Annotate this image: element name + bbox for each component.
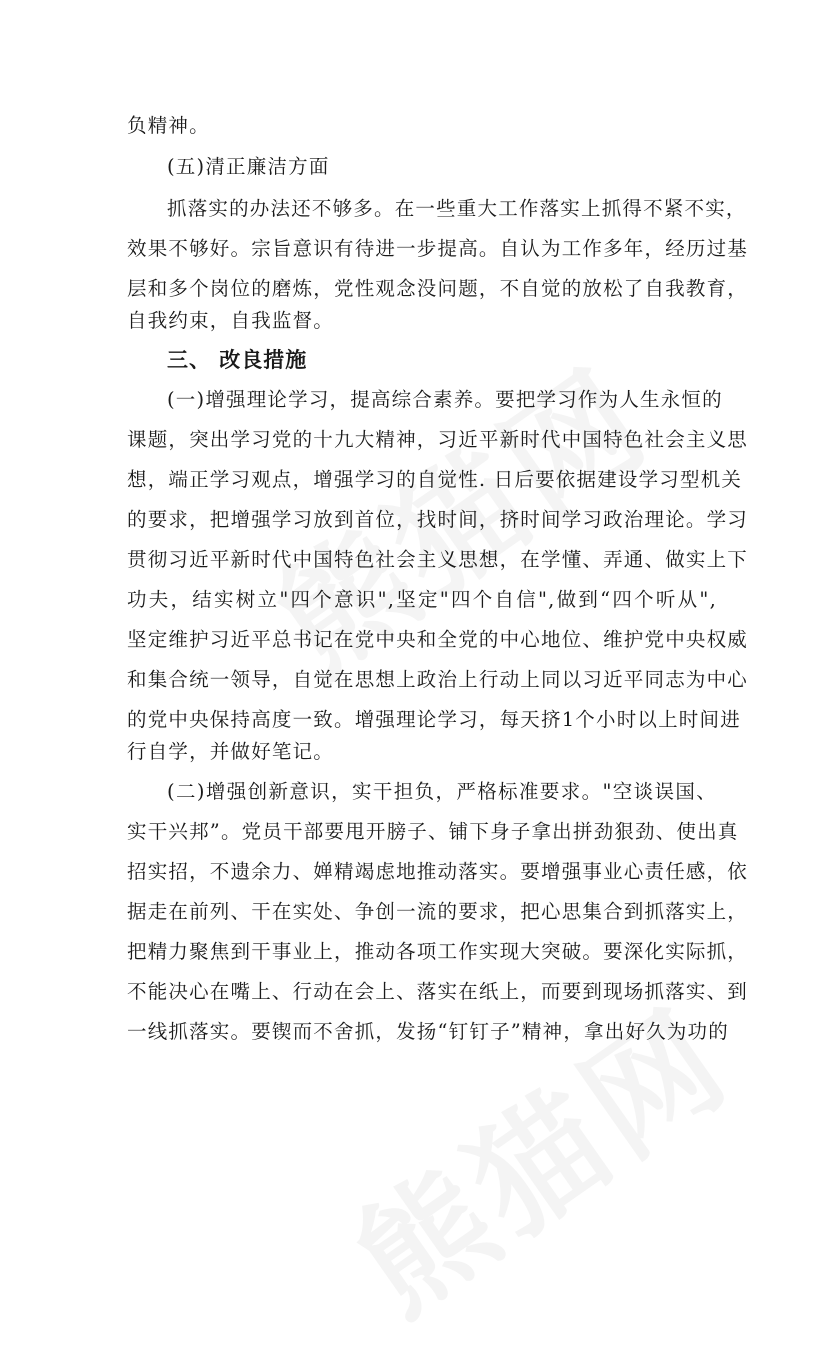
text-line: 行自学，并做好笔记。 xyxy=(127,740,335,763)
text-line: 据走在前列、干在实处、争创一流的要求，把心思集合到抓落实上， xyxy=(127,900,749,923)
text-line: 抓落实的办法还不够多。在一些重大工作落实上抓得不紧不实， xyxy=(167,197,747,220)
text-line: 课题，突出学习党的十九大精神，习近平新时代中国特色社会主义思 xyxy=(127,428,749,451)
text-line: 自我约束，自我监督。 xyxy=(127,309,335,332)
text-line: 的要求，把增强学习放到首位，找时间，挤时间学习政治理论。学习 xyxy=(127,508,749,531)
text-line: 的党中央保持高度一致。增强理论学习，每天挤1个小时以上时间进 xyxy=(127,708,741,731)
text-line: (一)增强理论学习，提高综合素养。要把学习作为人生永恒的 xyxy=(167,388,723,411)
section-subheading: (五)清正廉洁方面 xyxy=(167,155,330,178)
text-line: 贯彻习近平新时代中国特色社会主义思想，在学懂、弄通、做实上下 xyxy=(127,548,749,571)
text-line: 层和多个岗位的磨炼，党性观念没问题，不自觉的放松了自我教育， xyxy=(127,277,749,300)
text-line: 效果不够好。宗旨意识有待进一步提高。自认为工作多年，经历过基 xyxy=(127,237,749,260)
text-line: 功夫，结实树立"四个意识",坚定"四个自信",做到“四个听从", xyxy=(127,588,717,611)
text-line: 想，端正学习观点，增强学习的自觉性. 日后要依据建设学习型机关 xyxy=(127,468,743,491)
text-line: 实干兴邦”。党员干部要甩开膀子、铺下身子拿出拼劲狠劲、使出真 xyxy=(127,820,739,843)
text-line: 和集合统一领导，自觉在思想上政治上行动上同以习近平同志为中心 xyxy=(127,668,749,691)
section-heading: 三、 改良措施 xyxy=(167,348,308,372)
text-line: 不能决心在嘴上、行动在会上、落实在纸上，而要到现场抓落实、到 xyxy=(127,980,749,1003)
text-line: (二)增强创新意识，实干担负，严格标准要求。"空谈误国、 xyxy=(167,780,717,803)
text-line: 把精力聚焦到干事业上，推动各项工作实现大突破。要深化实际抓， xyxy=(127,940,749,963)
text-line: 招实招，不遗余力、婵精竭虑地推动落实。要增强事业心责任感，依 xyxy=(127,860,749,883)
text-line: 一线抓落实。要锲而不舍抓，发扬“钉钉子”精神，拿出好久为功的 xyxy=(127,1020,729,1043)
text-line: 负精神。 xyxy=(127,114,210,137)
text-line: 坚定维护习近平总书记在党中央和全党的中心地位、维护党中央权威 xyxy=(127,628,749,651)
